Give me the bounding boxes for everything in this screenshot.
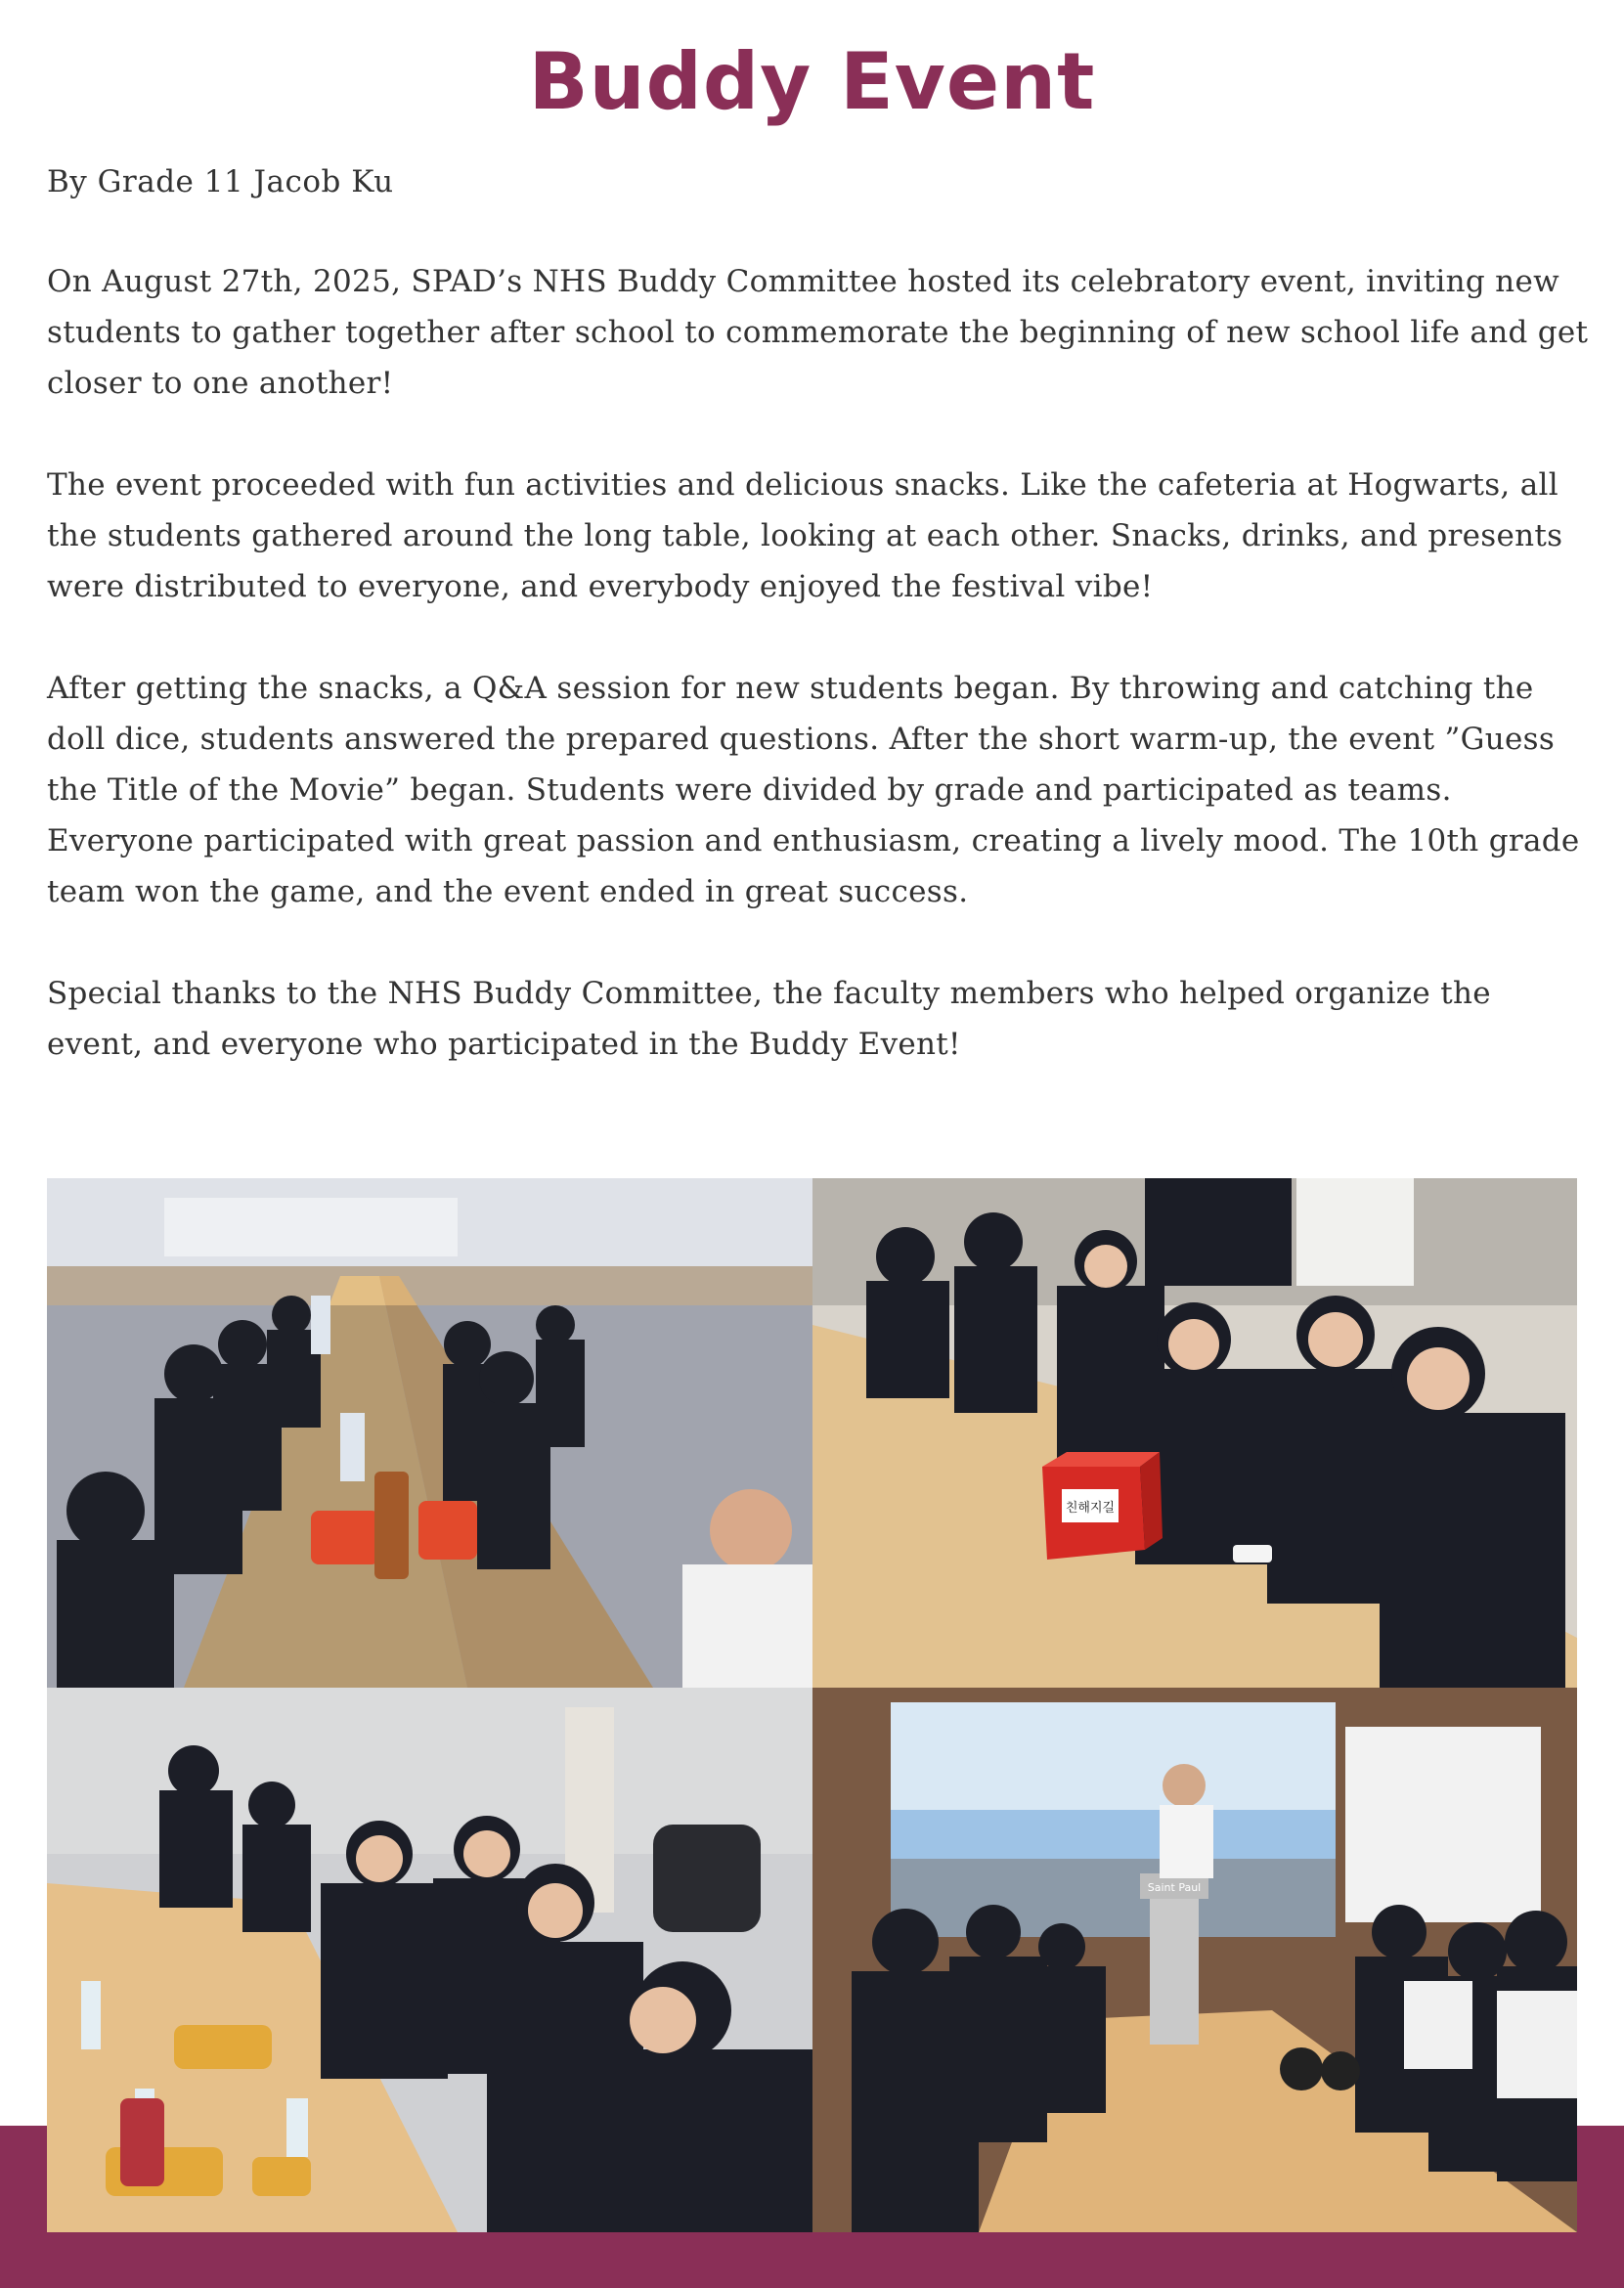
photo-students-laughing	[47, 1688, 812, 2232]
paragraph-thanks: Special thanks to the NHS Buddy Committee, the faculty members who helped organize the event, and everyone who participated in the Buddy Event!	[47, 976, 1491, 1062]
photo-long-table	[47, 1178, 812, 1688]
podium-label: Saint Paul	[1147, 1881, 1202, 1894]
photo-presentation	[812, 1688, 1577, 2232]
article-body	[47, 256, 1592, 1121]
article-title: Buddy Event	[528, 36, 1096, 127]
photo-collage	[47, 1178, 1577, 2232]
byline: By Grade 11 Jacob Ku	[47, 164, 394, 199]
paragraph-activities: The event proceeded with fun activities and delicious snacks. Like the cafeteria at Hogwarts, all the students gathered around the long table, looking at each other. Snacks, drinks, and presents were distributed to everyone, and everybody enjoyed the festival vibe!	[47, 467, 1563, 604]
photo-dice	[812, 1178, 1577, 1688]
paragraph-intro: On August 27th, 2025, SPAD’s NHS Buddy Committee hosted its celebratory event, inviting new students to gather together after school to commemorate the beginning of new school life and get closer to one another!	[47, 264, 1589, 401]
paragraph-games: After getting the snacks, a Q&A session for new students began. By throwing and catching the doll dice, students answered the prepared questions. After the short warm-up, the event ”Guess the Title of the Movie” began. Students were divided by grade and participated as teams. Everyone participated with great passion and enthusiasm, creating a lively mood. The 10th grade team won the game, and the event ended in great success.	[47, 671, 1580, 909]
dice-label: 친해지길	[1065, 1501, 1116, 1516]
